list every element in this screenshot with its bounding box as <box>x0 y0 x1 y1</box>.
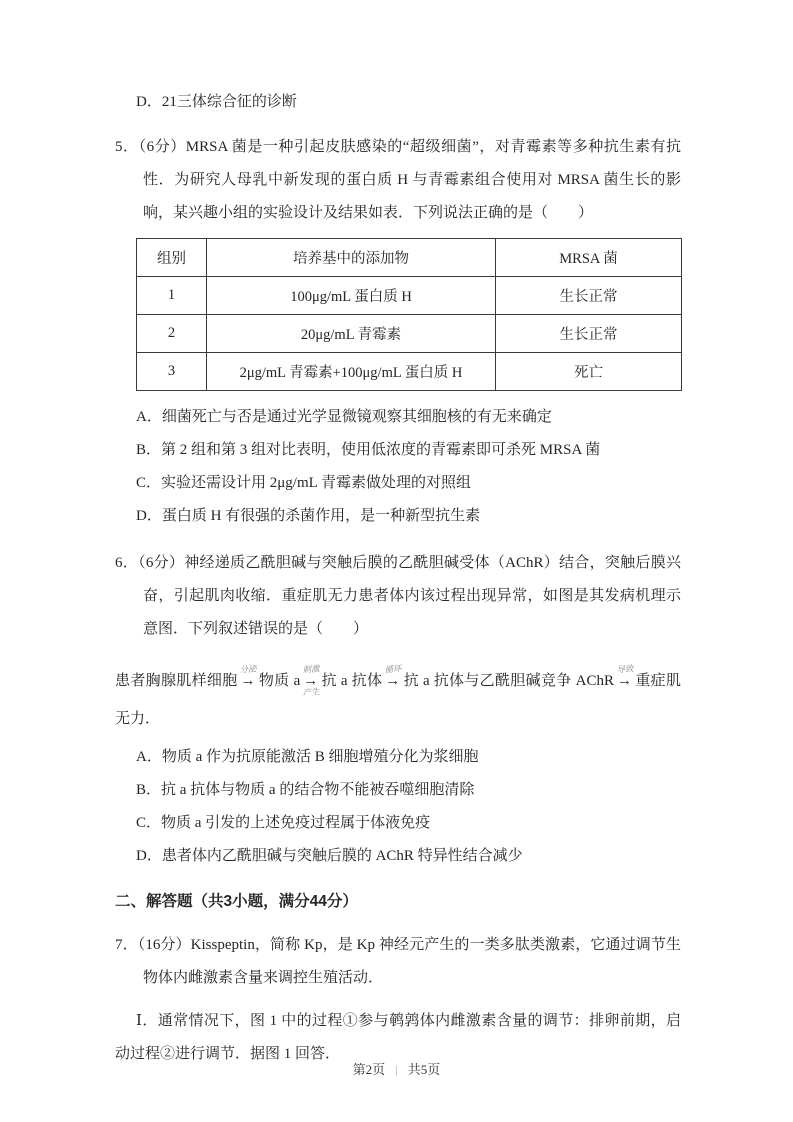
footer-page-number: 第2页 <box>352 1062 386 1077</box>
footer-total-pages: 共5页 <box>407 1062 441 1077</box>
table-row <box>137 277 682 315</box>
question-7-part-1: Ⅰ．通常情况下，图 1 中的过程①参与鹌鹑体内雌激素含量的调节：排卵前期，启动过程②进行调节．据图 1 回答． <box>115 1012 681 1062</box>
table-header-group: 组别 <box>137 239 207 277</box>
q5-experiment-table <box>136 238 682 391</box>
question-6-stem: 6．（6分）神经递质乙酰胆碱与突触后膜的乙酰胆碱受体（AChR）结合，突触后膜兴奋，引起肌肉收缩．重症肌无力患者体内该过程出现异常，如图是其发病机理示意图．下列叙述错误的是（ ） <box>115 555 681 637</box>
q6-option-b: B．抗 a 抗体与物质 a 的结合物不能被吞噬细胞清除 <box>136 781 475 798</box>
table-row <box>137 353 682 391</box>
arrow-icon: → <box>240 673 256 689</box>
flow-arrow-label-cause: 导致 <box>615 663 634 675</box>
q6-options <box>115 741 681 873</box>
flow-node-antibody: 抗 a 抗体 <box>321 673 383 689</box>
table-cell: 2 <box>137 315 207 353</box>
table-header-additive: 培养基中的添加物 <box>207 239 496 277</box>
flow-arrow-label-produce: 产生 <box>301 686 320 698</box>
prev-question-option-d: D．21三体综合征的诊断 <box>136 94 297 110</box>
arrow-icon: → <box>303 673 319 689</box>
flow-arrow <box>382 662 403 700</box>
q5-option-d: D．蛋白质 H 有很强的杀菌作用，是一种新型抗生素 <box>136 508 481 524</box>
flow-arrow-label-stimulate: 刺激 <box>301 663 320 675</box>
question-7 <box>115 929 681 1071</box>
table-row <box>137 315 682 353</box>
question-5 <box>115 131 681 533</box>
arrow-icon: → <box>385 673 401 689</box>
q5-option-b: B．第 2 组和第 3 组对比表明，使用低浓度的青霉素即可杀死 MRSA 菌 <box>136 442 601 458</box>
question-7-stem: 7．（16分）Kisspeptin，简称 Kp，是 Kp 神经元产生的一类多肽类激素，它通过调节生物体内雌激素含量来调控生殖活动． <box>115 936 681 986</box>
section-2-title: 二、解答题（共3小题，满分44分） <box>115 892 358 910</box>
flow-node-myasthenia: 重症肌无力． <box>115 673 681 728</box>
question-5-stem: 5．（6分）MRSA 菌是一种引起皮肤感染的“超级细菌”，对青霉素等多种抗生素有抗性．为研究人母乳中新发现的蛋白质 H 与青霉素组合使用对 MRSA 菌生长的影响，某兴趣小组的实验设计及结果如表．下列说法正确的是（ ） <box>115 139 681 221</box>
table-cell: 生长正常 <box>496 315 682 353</box>
q5-option-c: C．实验还需设计用 2μg/mL 青霉素做处理的对照组 <box>136 475 471 491</box>
q6-pathogenesis-flow-diagram <box>115 662 681 739</box>
question-6 <box>115 547 681 873</box>
table-header-mrsa: MRSA 菌 <box>496 239 682 277</box>
q5-option-a: A．细菌死亡与否是通过光学显微镜观察其细胞核的有无来确定 <box>136 409 552 425</box>
q6-option-a: A．物质 a 作为抗原能激活 B 细胞增殖分化为浆细胞 <box>136 748 479 765</box>
table-cell: 生长正常 <box>496 277 682 315</box>
table-cell: 死亡 <box>496 353 682 391</box>
arrow-icon: → <box>617 673 632 689</box>
flow-arrow <box>614 662 635 700</box>
table-cell: 3 <box>137 353 207 391</box>
flow-node-substance-a: 物质 a <box>258 673 301 689</box>
table-header-row <box>137 239 682 277</box>
flow-arrow <box>300 662 321 700</box>
flow-arrow <box>238 662 259 700</box>
q5-options <box>115 401 681 533</box>
page-content <box>115 86 681 1071</box>
footer-divider: | <box>395 1062 398 1077</box>
flow-node-thymus-cell: 患者胸腺肌样细胞 <box>115 673 238 689</box>
flow-node-competition: 抗 a 抗体与乙酰胆碱竞争 AChR <box>403 673 614 689</box>
q6-option-d: D．患者体内乙酰胆碱与突触后膜的 AChR 特异性结合减少 <box>136 847 523 864</box>
q6-option-c: C．物质 a 引发的上述免疫过程属于体液免疫 <box>136 814 431 831</box>
table-cell: 1 <box>137 277 207 315</box>
table-cell: 20μg/mL 青霉素 <box>207 315 496 353</box>
flow-arrow-label-secrete: 分泌 <box>239 663 257 675</box>
table-cell: 2μg/mL 青霉素+100μg/mL 蛋白质 H <box>207 353 496 391</box>
flow-arrow-label-circulate: 循环 <box>383 663 402 675</box>
page-footer <box>0 1059 793 1078</box>
table-cell: 100μg/mL 蛋白质 H <box>207 277 496 315</box>
